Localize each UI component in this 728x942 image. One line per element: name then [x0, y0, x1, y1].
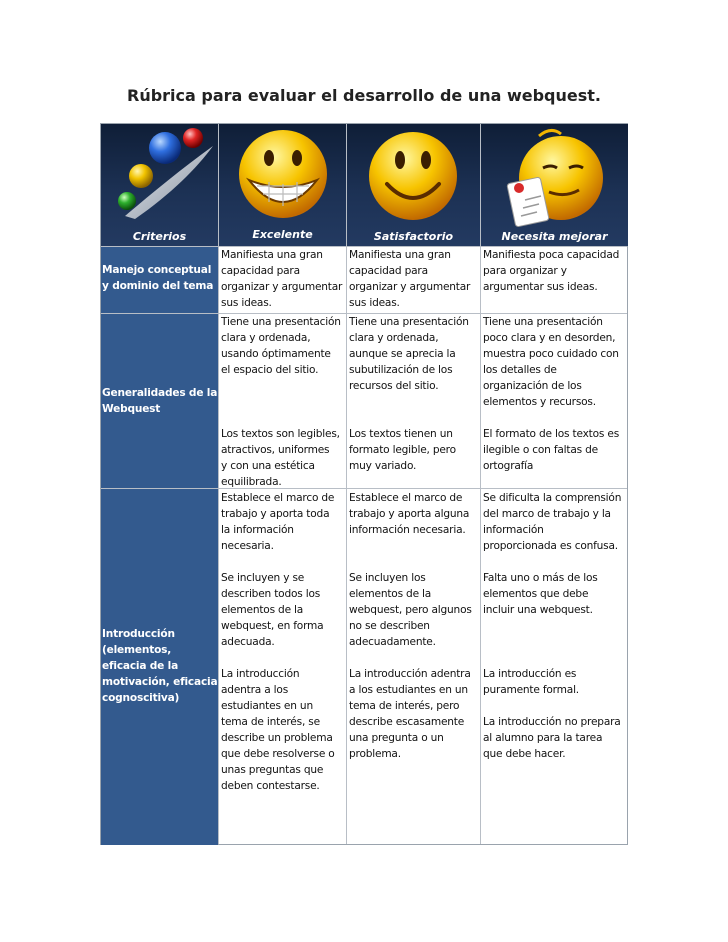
cell-introduccion-excelente-3: La introducción adentra a los estudiantes en un tema de interés, se describe un problema que debe resolverse o unas preguntas que deben contestarse.	[221, 668, 335, 792]
cell-manejo-necesita: Manifiesta poca capacidad para organizar y argumentar sus ideas.	[483, 249, 620, 293]
header-criterios	[101, 124, 218, 246]
criterion-introduccion: Introducción (elementos, eficacia de la motivación, eficacia cognoscitiva)	[102, 628, 218, 704]
cell-generalidades-excelente-2: Los textos son legibles, atractivos, uniformes y con una estética equilibrada.	[221, 428, 340, 488]
row-divider	[101, 246, 627, 247]
cell-generalidades-excelente-1: Tiene una presentación clara y ordenada, usando óptimamente el espacio del sitio.	[221, 316, 341, 376]
header-excelente-label: Excelente	[252, 228, 313, 241]
cell-manejo-excelente: Manifiesta una gran capacidad para organizar y argumentar sus ideas.	[221, 249, 343, 309]
grinning-smiley-icon	[219, 124, 346, 228]
cell-introduccion-excelente-1: Establece el marco de trabajo y aporta toda la información necesaria.	[221, 492, 335, 552]
row-divider	[101, 488, 627, 489]
row-divider	[101, 313, 627, 314]
header-excelente	[219, 124, 346, 246]
cell-generalidades-satisfactorio-2: Los textos tienen un formato legible, pero muy variado.	[349, 428, 456, 472]
column-divider	[480, 124, 481, 844]
cell-introduccion-necesita-2: Falta uno o más de los elementos que debe incluir una webquest.	[483, 572, 598, 616]
cell-introduccion-necesita-1: Se dificulta la comprensión del marco de trabajo y la información proporcionada es confusa.	[483, 492, 622, 552]
column-divider	[346, 124, 347, 844]
sleepy-smiley-with-paper-icon	[481, 124, 628, 230]
smiling-smiley-icon	[347, 124, 480, 228]
cell-introduccion-satisfactorio-3: La introducción adentra a los estudiantes en un tema de interés, pero describe escasamente una pregunta o un problema.	[349, 668, 471, 760]
cell-introduccion-necesita-3: La introducción es puramente formal.	[483, 668, 579, 696]
page-title: Rúbrica para evaluar el desarrollo de una webquest.	[127, 86, 601, 105]
cell-generalidades-necesita-2: El formato de los textos es ilegible o con faltas de ortografía	[483, 428, 620, 472]
cell-introduccion-excelente-2: Se incluyen y se describen todos los elementos de la webquest, en forma adecuada.	[221, 572, 324, 648]
header-necesita	[481, 124, 628, 246]
cell-generalidades-necesita-1: Tiene una presentación poco clara y en desorden, muestra poco cuidado con los detalles de organización de los elementos y recursos.	[483, 316, 619, 408]
cell-manejo-satisfactorio: Manifiesta una gran capacidad para organizar y argumentar sus ideas.	[349, 249, 471, 309]
criterion-manejo: Manejo conceptual y dominio del tema	[102, 264, 214, 292]
header-criterios-label: Criterios	[132, 230, 187, 243]
cell-generalidades-satisfactorio-1: Tiene una presentación clara y ordenada, aunque se aprecia la subutilización de los recursos del sitio.	[349, 316, 469, 392]
header-satisfactorio	[347, 124, 480, 246]
header-necesita-label: Necesita mejorar	[501, 230, 608, 243]
criterion-generalidades: Generalidades de la Webquest	[102, 387, 218, 415]
spheres-logo-icon	[101, 124, 218, 234]
cell-introduccion-satisfactorio-2: Se incluyen los elementos de la webquest, pero algunos no se describen adecuadamente.	[349, 572, 472, 648]
cell-introduccion-satisfactorio-1: Establece el marco de trabajo y aporta alguna información necesaria.	[349, 492, 470, 536]
rubric-table	[100, 123, 628, 845]
header-satisfactorio-label: Satisfactorio	[373, 230, 454, 243]
column-divider	[218, 124, 219, 844]
cell-introduccion-necesita-4: La introducción no prepara al alumno para la tarea que debe hacer.	[483, 716, 621, 760]
